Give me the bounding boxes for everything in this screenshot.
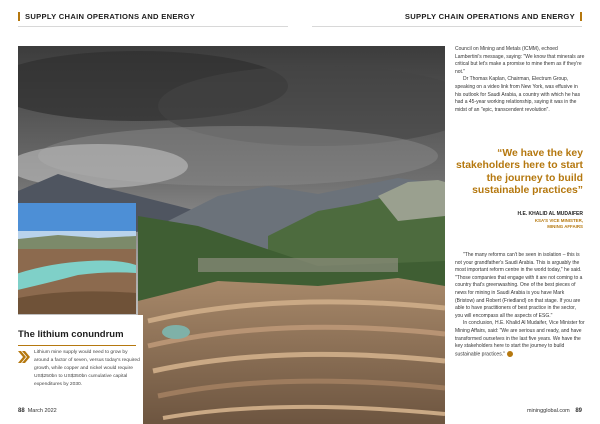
page-number-left: 88	[18, 408, 25, 414]
header-rule-right	[312, 26, 582, 27]
article-column-bottom	[455, 252, 585, 359]
issue-date: March 2022	[27, 408, 57, 414]
closing-paragraph-text: In conclusion, H.E. Khalid Al Mudaifer, Vice Minister for Mining Affairs, said: "We are serious and ready, and have transformed ourselves in the last five years. We have the key stakeholders here to start the journey to build sustainable practices."	[455, 320, 585, 358]
section-header-left: SUPPLY CHAIN OPERATIONS AND ENERGY	[18, 12, 195, 21]
paragraph: Council on Mining and Metals (ICMM), echoed Lambertini's message, saying: "We know that minerals are critical but let's make a promise to mine them as if they're not."	[455, 46, 585, 75]
lithium-lagoon-photo	[18, 203, 136, 314]
role-line: MINING AFFAIRS	[547, 224, 583, 229]
sidebar-body: Lithium mine supply would need to grow by around a factor of seven, versus today's required growth, while copper and nickel would require US$250bn to US$350bn cumulative capital expenditures by 2030.	[34, 350, 140, 387]
article-column-top	[455, 46, 585, 114]
paragraph: Dr Thomas Kaplan, Chairman, Electrum Group, speaking on a video link from New York, was effusive in his outlook for Saudi Arabia, a country with which he has had a 45-year working relationship, saying it was in the midst of an "epic, transcendent revolution".	[455, 76, 581, 113]
footer-right	[527, 408, 582, 414]
site-url: miningglobal.com	[526, 408, 570, 414]
role-line: KSA'S VICE MINISTER,	[534, 218, 583, 223]
footer-left	[18, 408, 57, 414]
quote-attribution-name: H.E. KHALID AL MUDAIFER	[517, 211, 583, 217]
end-of-article-icon	[507, 351, 513, 357]
paragraph	[455, 320, 585, 358]
pull-quote: “We have the key stakeholders here to start the journey to build sustainable practices”	[455, 148, 583, 197]
sidebar-rule	[18, 345, 136, 346]
header-rule-left	[18, 26, 288, 27]
section-header-right: SUPPLY CHAIN OPERATIONS AND ENERGY	[405, 12, 582, 21]
sidebar-title: The lithium conundrum	[18, 329, 124, 340]
quote-attribution-role	[535, 218, 583, 230]
page-number-right: 89	[575, 408, 582, 414]
paragraph: "The many reforms can't be seen in isolation – this is not your grandfather's Saudi Arabia. This is arguably the most important reform centre in the world today," he said. "Those companies that engage with it are not coming to a country that's greenwashing. One of the best pieces of news for mining in Saudi Arabia is you have Mark (Bristow) and Robert (Friedland) on that stage. If you are able to have practitioners of best practice in the sector, you will encompass all the aspects of ESG."	[455, 252, 583, 319]
double-chevron-icon	[18, 351, 30, 363]
